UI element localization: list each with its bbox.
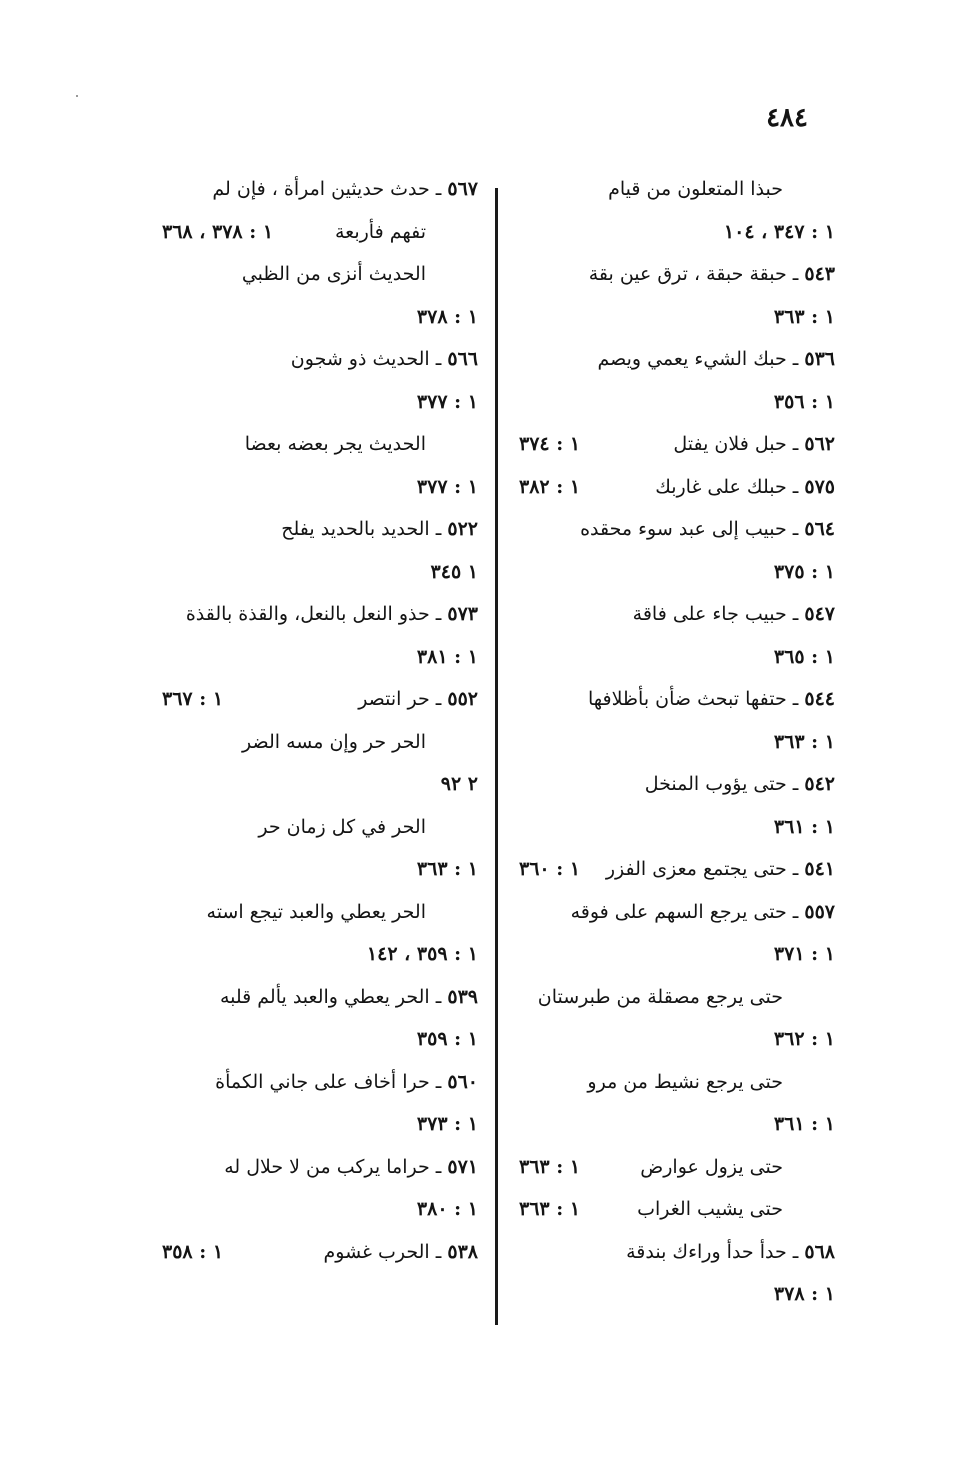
proverb-text: حتى يرجع السهم على فوقه	[570, 900, 787, 923]
proverb-text: الحديث يجر بعضه بعضا	[244, 433, 426, 455]
proverb-entry	[515, 891, 835, 934]
reference-text: ١ : ٣٧٨	[416, 305, 478, 328]
proverb-line	[158, 423, 478, 466]
reference-line	[158, 763, 478, 806]
reference-text: ١ : ٣٧١	[773, 943, 835, 965]
proverb-entry	[158, 976, 478, 1019]
reference-line	[515, 636, 835, 679]
entry-dash: ـ	[786, 475, 805, 498]
entry-number: ٥٦٤	[804, 518, 835, 540]
entry-dash: ـ	[429, 1240, 448, 1263]
proverb-text: حبل فلان يفتل	[673, 433, 787, 455]
reference-text: ١ : ٣٨٢	[519, 475, 581, 498]
proverb-text: الحرب غشوم	[323, 1240, 430, 1263]
proverb-entry	[158, 508, 478, 551]
entry-dash: ـ	[786, 773, 805, 795]
entry-number: ٥٤٤	[804, 688, 835, 710]
reference-line	[158, 1188, 478, 1231]
proverb-entry	[158, 1231, 478, 1274]
entry-number: ٥٦٧	[447, 178, 478, 200]
entry-number: ٥٢٢	[447, 518, 478, 540]
reference-line	[158, 636, 478, 679]
page-number: ٤٨٤	[766, 103, 808, 133]
proverb-text: الحر يعطي والعبد يألم قلبه	[219, 985, 430, 1008]
reference-text: ١ : ٣٧٥	[773, 560, 835, 583]
reference-text: ١ : ٣٦٣	[773, 730, 835, 753]
reference-text: ١ : ٣٦١	[773, 1113, 835, 1135]
entry-dash: ـ	[786, 433, 805, 455]
entry-dash: ـ	[786, 858, 805, 880]
entry-number: ٥٧٣	[447, 603, 478, 625]
entry-dash: ـ	[429, 603, 448, 625]
proverb-entry	[515, 466, 835, 509]
proverb-text: حبك الشيء يعمي ويصم	[597, 348, 787, 370]
column-divider	[495, 188, 498, 1325]
proverb-entry	[158, 1146, 478, 1189]
proverb-text: حتى يرجع نشيط من مرو	[587, 1070, 783, 1093]
reference-line	[515, 296, 835, 339]
entry-dash: ـ	[786, 603, 805, 625]
proverb-line	[515, 1188, 835, 1231]
reference-line	[515, 1018, 835, 1061]
reference-line	[515, 211, 835, 254]
entry-dash: ـ	[429, 178, 448, 200]
proverb-entry	[158, 593, 478, 636]
reference-text: ١ : ٣٦٣	[416, 858, 478, 880]
proverb-text: حتى يرجع مصقلة من طبرستان	[537, 985, 783, 1008]
entry-dash: ـ	[786, 1240, 805, 1263]
reference-text: ١ : ٣٦٢	[773, 1028, 835, 1050]
reference-text: ١ : ٣٧٧	[416, 475, 478, 498]
entry-dash: ـ	[786, 688, 805, 710]
entry-dash: ـ	[429, 518, 448, 540]
reference-text: ١ : ٣٦٣	[519, 1155, 581, 1178]
entry-number: ٥٤٣	[804, 263, 835, 285]
reference-text: ١ : ٣٧٣	[416, 1113, 478, 1135]
proverb-entry	[515, 508, 835, 551]
entry-number: ٥٣٩	[447, 985, 478, 1008]
reference-text: ١ : ٣٤٧ ، ١٠٤	[723, 220, 835, 243]
reference-line	[158, 381, 478, 424]
proverb-text: حبيب جاء على فاقة	[632, 603, 787, 625]
reference-line	[515, 806, 835, 849]
proverb-text: حراما يركب من لا حلال له	[224, 1155, 430, 1178]
proverb-text: حتى يشيب الغراب	[637, 1198, 783, 1220]
proverb-text: الحر في كل زمان حر	[258, 815, 426, 838]
entry-dash: ـ	[429, 1155, 448, 1178]
proverb-line	[515, 168, 835, 211]
proverb-text: تفهم فأربعة	[334, 220, 426, 243]
entry-dash: ـ	[786, 263, 805, 285]
proverb-text: حتفها تبحث ضأن بأظلافها	[587, 688, 787, 710]
proverb-text: حتى يزول عوارض	[640, 1155, 783, 1178]
reference-text: ١ : ٣٦٥	[773, 645, 835, 668]
proverb-text: الحر يعطي والعبد تيجع استه	[206, 900, 426, 923]
reference-line	[158, 848, 478, 891]
reference-text: ١ : ٣٦٠	[519, 858, 581, 880]
proverb-text: حر انتصر	[358, 688, 430, 710]
reference-text: ١ : ٣٦٣	[773, 305, 835, 328]
proverb-text: حبذا المتعلون من قيام	[608, 178, 783, 200]
proverb-entry	[515, 848, 835, 891]
reference-text: ١ : ٣٦٣	[519, 1198, 581, 1220]
proverb-text: حتى يجتمع معزى الفزر	[605, 858, 787, 880]
reference-text: ١ : ٣٨١	[416, 645, 478, 668]
entry-number: ٥٥٢	[447, 688, 478, 710]
proverb-line	[515, 1061, 835, 1104]
entry-number: ٥٦٦	[447, 348, 478, 370]
proverb-entry	[158, 1061, 478, 1104]
entry-dash: ـ	[429, 985, 448, 1008]
entry-number: ٥٣٦	[804, 348, 835, 370]
reference-line	[515, 933, 835, 976]
proverb-line	[515, 1146, 835, 1189]
proverb-text: حرا أخاف على جاني الكمأة	[215, 1070, 430, 1093]
entry-dash: ـ	[786, 518, 805, 540]
entry-dash: ـ	[429, 688, 448, 710]
proverb-line	[158, 211, 478, 254]
entry-number: ٥٦٠	[447, 1070, 478, 1093]
proverb-line	[158, 253, 478, 296]
proverb-line	[158, 806, 478, 849]
reference-line	[158, 1103, 478, 1146]
reference-line	[515, 721, 835, 764]
reference-line	[158, 1018, 478, 1061]
reference-text: ١ : ٣٥٩	[416, 1028, 478, 1050]
entry-number: ٥٤٧	[804, 603, 835, 625]
entry-number: ٥٥٧	[804, 900, 835, 923]
entry-number: ٥٣٨	[447, 1240, 478, 1263]
proverb-text: الحديد بالحديد يفلح	[281, 518, 430, 540]
entry-number: ٥٤٢	[804, 773, 835, 795]
proverb-text: الحديث ذو شجون	[290, 348, 430, 370]
proverb-entry	[515, 763, 835, 806]
reference-text: ١ ٣٤٥	[430, 560, 478, 583]
entry-number: ٥٧١	[447, 1155, 478, 1178]
proverb-entry	[515, 338, 835, 381]
proverb-text: حبلك على غاربك	[655, 475, 787, 498]
proverb-text: حبيب إلى عبد سوء محقده	[580, 518, 787, 540]
reference-line	[158, 296, 478, 339]
proverb-entry	[515, 423, 835, 466]
proverb-line	[158, 891, 478, 934]
proverb-entry	[158, 678, 478, 721]
reference-text: ١ : ٣٧٨	[773, 1283, 835, 1305]
reference-text: ١ : ٣٥٩ ، ١٤٢	[366, 943, 478, 965]
scan-speck	[76, 95, 78, 97]
proverb-text: الحر حر وإن مسه الضر	[242, 730, 426, 753]
proverb-entry	[515, 678, 835, 721]
reference-line	[158, 551, 478, 594]
proverb-entry	[515, 1231, 835, 1274]
reference-text: ٢ ٩٢	[440, 773, 478, 795]
proverb-text: حذو النعل بالنعل، والقذة بالقذة	[185, 603, 430, 625]
proverb-entry	[515, 593, 835, 636]
proverb-entry	[158, 338, 478, 381]
proverb-text: حتى يؤوب المنخل	[644, 773, 787, 795]
reference-text: ١ : ٣٧٤	[519, 433, 581, 455]
proverb-line	[158, 721, 478, 764]
reference-line	[158, 933, 478, 976]
entry-number: ٥٦٨	[804, 1240, 835, 1263]
reference-text: ١ : ٣٦٧	[162, 688, 224, 710]
proverb-entry	[158, 168, 478, 211]
left-column	[158, 168, 478, 1273]
entry-dash: ـ	[786, 900, 805, 923]
reference-text: ١ : ٣٧٧	[416, 390, 478, 413]
reference-text: ١ : ٣٧٨ ، ٣٦٨	[162, 220, 274, 243]
reference-line	[515, 1273, 835, 1316]
reference-text: ١ : ٣٦١	[773, 815, 835, 838]
reference-text: ١ : ٣٨٠	[416, 1198, 478, 1220]
proverb-line	[515, 976, 835, 1019]
proverb-text: حدأ حدأ وراءك بندقة	[626, 1240, 787, 1263]
proverb-text: الحديث أنزى من الظبي	[241, 263, 426, 285]
reference-text: ١ : ٣٥٦	[773, 390, 835, 413]
right-column	[515, 168, 835, 1316]
entry-number: ٥٤١	[804, 858, 835, 880]
proverb-text: حبقة حبقة ، ترق عين بقة	[588, 263, 787, 285]
proverb-text: حدث حديثين امرأة ، فإن لم	[212, 178, 430, 200]
proverb-entry	[515, 253, 835, 296]
entry-dash: ـ	[429, 348, 448, 370]
reference-line	[515, 1103, 835, 1146]
reference-line	[158, 466, 478, 509]
reference-line	[515, 381, 835, 424]
reference-text: ١ : ٣٥٨	[162, 1240, 224, 1263]
entry-number: ٥٦٢	[804, 433, 835, 455]
entry-number: ٥٧٥	[804, 475, 835, 498]
reference-line	[515, 551, 835, 594]
entry-dash: ـ	[429, 1070, 448, 1093]
entry-dash: ـ	[786, 348, 805, 370]
